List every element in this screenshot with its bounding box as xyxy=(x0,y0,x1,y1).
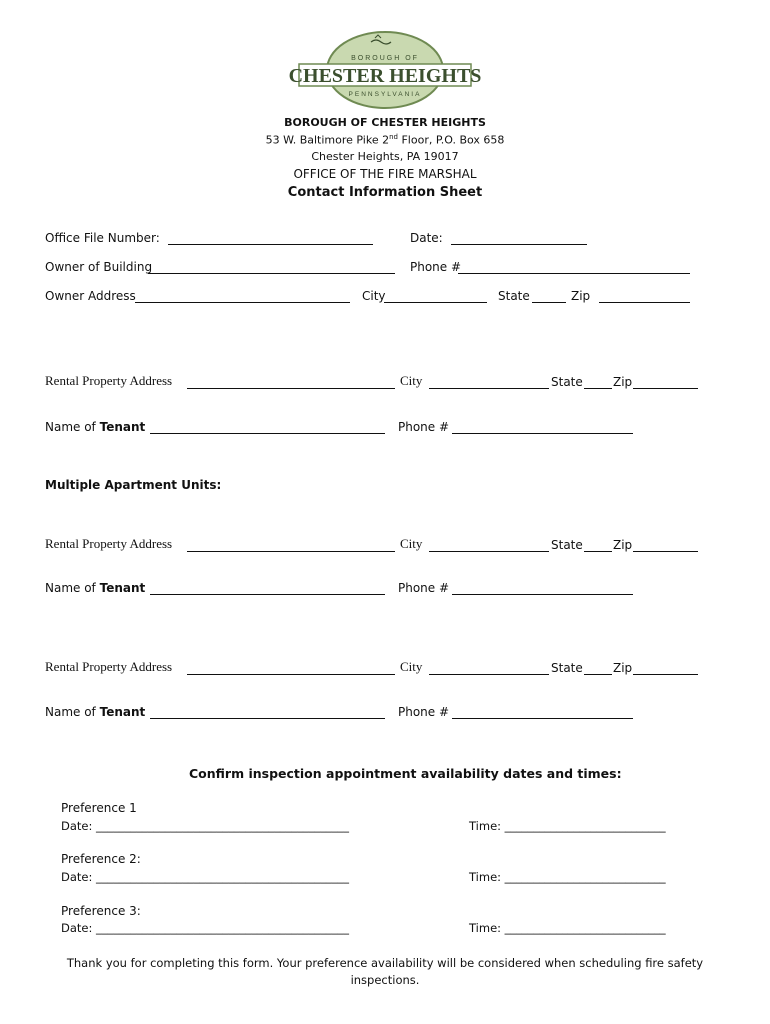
rental-city-label-2: City xyxy=(400,536,423,551)
office-name: OFFICE OF THE FIRE MARSHAL xyxy=(293,167,477,181)
owner-address-label: Owner Address xyxy=(45,289,136,303)
rental-state-field-3[interactable] xyxy=(584,674,612,675)
rental-state-field-1[interactable] xyxy=(584,388,612,389)
tenant-phone-field-1[interactable] xyxy=(452,433,633,434)
owner-date-label: Date: xyxy=(410,231,443,245)
logo-main-text: CHESTER HEIGHTS xyxy=(288,65,482,87)
rental-zip-label-2: Zip xyxy=(613,538,633,552)
tenant-phone-label-1: Phone # xyxy=(398,420,450,434)
file-number-label: Office File Number: xyxy=(45,231,160,245)
rental-city-label-3: City xyxy=(400,659,423,674)
rental-city-field-3[interactable] xyxy=(429,674,549,675)
rental-city-label-1: City xyxy=(400,373,423,388)
rental-state-field-2[interactable] xyxy=(584,551,612,552)
preference-1-time[interactable]: Time: ____________________________ xyxy=(469,819,666,833)
rental-zip-label-3: Zip xyxy=(613,661,633,675)
borough-logo xyxy=(288,30,482,110)
footer-text-line-2: inspections. xyxy=(350,973,420,987)
rental-address-field-2[interactable] xyxy=(187,551,395,552)
org-city-line: Chester Heights, PA 19017 xyxy=(311,150,459,163)
tenant-label-2: Name of Tenant xyxy=(45,581,146,595)
preference-1-label: Preference 1 xyxy=(61,801,137,815)
owner-building-label: Owner of Building xyxy=(45,260,153,274)
rental-state-label-1: State xyxy=(551,375,583,389)
owner-city-field[interactable] xyxy=(384,302,487,303)
preference-2-time[interactable]: Time: ____________________________ xyxy=(469,870,666,884)
tenant-phone-label-3: Phone # xyxy=(398,705,450,719)
rental-city-field-2[interactable] xyxy=(429,551,549,552)
tenant-label-1: Name of Tenant xyxy=(45,420,146,434)
rental-address-field-1[interactable] xyxy=(187,388,395,389)
owner-phone-field[interactable] xyxy=(458,273,690,274)
logo-bottom-text: PENNSYLVANIA xyxy=(348,91,422,98)
tenant-label-3: Name of Tenant xyxy=(45,705,146,719)
footer-text-line-1: Thank you for completing this form. Your preference availability will be considered when scheduling fire safety xyxy=(66,956,704,970)
owner-building-field[interactable] xyxy=(148,273,395,274)
rental-zip-field-1[interactable] xyxy=(633,388,698,389)
tenant-field-2[interactable] xyxy=(150,594,385,595)
org-name: BOROUGH OF CHESTER HEIGHTS xyxy=(284,116,486,129)
rental-zip-label-1: Zip xyxy=(613,375,633,389)
preference-2-date[interactable]: Date: ____________________________________________ xyxy=(61,870,350,884)
rental-zip-field-3[interactable] xyxy=(633,674,698,675)
preference-3-date[interactable]: Date: ____________________________________________ xyxy=(61,921,350,935)
tenant-field-1[interactable] xyxy=(150,433,385,434)
rental-address-label-1: Rental Property Address xyxy=(45,373,173,388)
page-title: Contact Information Sheet xyxy=(287,185,483,200)
tenant-field-3[interactable] xyxy=(150,718,385,719)
tenant-phone-field-3[interactable] xyxy=(452,718,633,719)
logo-top-text: BOROUGH OF xyxy=(351,55,419,62)
file-number-field[interactable] xyxy=(168,244,373,245)
preference-2-label: Preference 2: xyxy=(61,852,141,866)
rental-address-field-3[interactable] xyxy=(187,674,395,675)
rental-state-label-2: State xyxy=(551,538,583,552)
owner-address-field[interactable] xyxy=(135,302,350,303)
rental-address-label-2: Rental Property Address xyxy=(45,536,173,551)
owner-zip-label: Zip xyxy=(571,289,591,303)
rental-address-label-3: Rental Property Address xyxy=(45,659,173,674)
owner-state-label: State xyxy=(498,289,530,303)
confirm-heading: Confirm inspection appointment availability dates and times: xyxy=(189,766,622,781)
rental-state-label-3: State xyxy=(551,661,583,675)
multiple-units-heading: Multiple Apartment Units: xyxy=(45,478,222,492)
preference-1-date[interactable]: Date: ____________________________________________ xyxy=(61,819,350,833)
tenant-phone-label-2: Phone # xyxy=(398,581,450,595)
owner-state-field[interactable] xyxy=(532,302,566,303)
owner-phone-label: Phone # xyxy=(410,260,462,274)
owner-city-label: City xyxy=(362,289,386,303)
owner-zip-field[interactable] xyxy=(599,302,690,303)
preference-3-label: Preference 3: xyxy=(61,904,141,918)
org-address: 53 W. Baltimore Pike 2nd Floor, P.O. Box 658 xyxy=(265,133,505,147)
rental-zip-field-2[interactable] xyxy=(633,551,698,552)
tenant-phone-field-2[interactable] xyxy=(452,594,633,595)
preference-3-time[interactable]: Time: ____________________________ xyxy=(469,921,666,935)
rental-city-field-1[interactable] xyxy=(429,388,549,389)
owner-date-field[interactable] xyxy=(451,244,587,245)
